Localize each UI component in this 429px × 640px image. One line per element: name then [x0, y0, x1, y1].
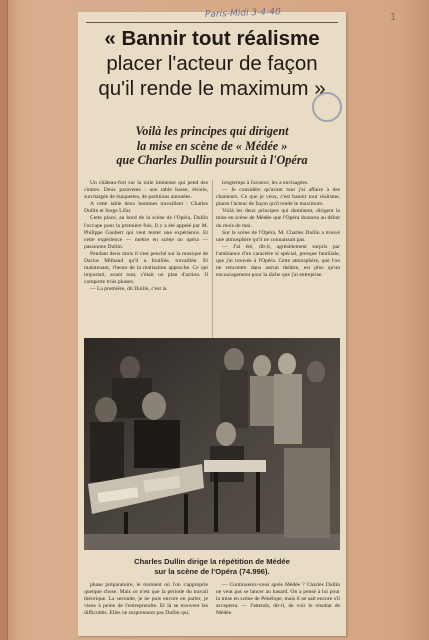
paragraph: Sur la scène de l'Opéra, M. Charles Dullin a trouvé une atmosphère qu'il ne connaissait pas. — [216, 229, 340, 243]
paragraph: Cette place, au bord de la scène de l'Opéra, Dullin l'occupe pour la première fois. Il y a été appelé par M. Philippe Gaubert qui veut tenter une expérience. Et cette expérience — mettre en scène un opéra — passionne Dullin. — [84, 215, 208, 250]
subtitle-line-1: Voilà les principes qui dirigent — [135, 124, 289, 138]
handwritten-annotation: Paris-Midi 3-4-40 — [204, 7, 281, 20]
headline-line-1: « Bannir tout réalisme — [104, 27, 320, 50]
subtitle — [86, 124, 338, 168]
paragraph: Voilà les deux principes qui dominent, dirigent la mise en scène de Médée que l'Opéra donnera au début du mois de mai. — [216, 208, 340, 229]
paragraph: Pendant deux mois il s'est penché sur la musique de Darius Milhaud qu'il a fouillée, travaillée. Et maintenant, l'heure de la réalisation approche. Ce qui importait, avant tout, c'était un plan d'action. Il comporte trois phases. — [84, 250, 208, 286]
caption-line-1: Charles Dullin dirige la répétition de Médée — [134, 557, 290, 566]
headline-line-3: qu'il rende le maximum » — [98, 77, 326, 100]
subtitle-line-3: que Charles Dullin poursuit à l'Opéra — [116, 153, 308, 167]
article-continuation-right — [216, 582, 340, 617]
newspaper-clipping — [78, 12, 346, 636]
paragraph: longtemps à l'avance, les a envisagées. — [222, 180, 309, 186]
subtitle-line-2: la mise en scène de « Médée » — [136, 138, 288, 153]
article-column-right — [216, 180, 340, 279]
corner-mark: 1 — [390, 12, 397, 23]
mount-edge — [0, 0, 8, 640]
article-column-left — [84, 180, 208, 294]
paragraph: Un château-fort sur la toile immense qui pend des cintres. Deux paravents : une table basse, étroite, surchargée de maquettes, de partitions annotées. — [84, 180, 208, 201]
paragraph: — Je considère qu'avant tout j'ai affaire à des chanteurs. Ce que je veux, c'est bannir tout réalisme, placer l'acteur de façon qu'il rende le maximum. — [216, 187, 340, 208]
paragraph: phase préparatoire, le moment où l'on s'approprie quelque chose. Mais ce n'est que la période du travail théorique. La seconde, je ne puis encore en parler, je viens à peine de l'entreprendre. Et là se trouvent les difficultés. Elles ne surprennent pas Dullin qui, — [84, 582, 208, 617]
paragraph: — J'ai été, dit-il, agréablement surpris par l'ambiance d'un caractère si spécial, presque familiale, que j'ai trouvée à l'Opéra. Cette atmosphère, que l'on ne rencontre dans aucun théâtre, est plus qu'un encouragement pour la tâche que j'ai entreprise. — [216, 243, 340, 279]
column-divider — [212, 180, 213, 340]
caption-line-2: sur la scène de l'Opéra (74.996). — [154, 567, 270, 576]
paragraph: — La première, dit Dullin, c'est la — [90, 286, 167, 293]
paragraph: — Continuerez-vous après Médée ? Charles Dullin ne veut pas se lancer au hasard. On a pensé à lui pour la mise en scène de Pénélope, mais il ne sait encore s'il acceptera. — J'attends, dit-il, de voir le résultat de Médée. — [216, 582, 340, 617]
photo-caption — [84, 557, 340, 577]
headline — [82, 26, 342, 101]
headline-line-2: placer l'acteur de façon — [106, 52, 318, 75]
paragraph: A cette table deux hommes travaillent : Charles Dullin et Serge Lifar. — [84, 201, 208, 215]
article-continuation-left — [84, 582, 208, 617]
rehearsal-photo — [84, 338, 340, 550]
photo-illustration — [84, 338, 340, 550]
library-stamp-icon — [312, 92, 342, 122]
